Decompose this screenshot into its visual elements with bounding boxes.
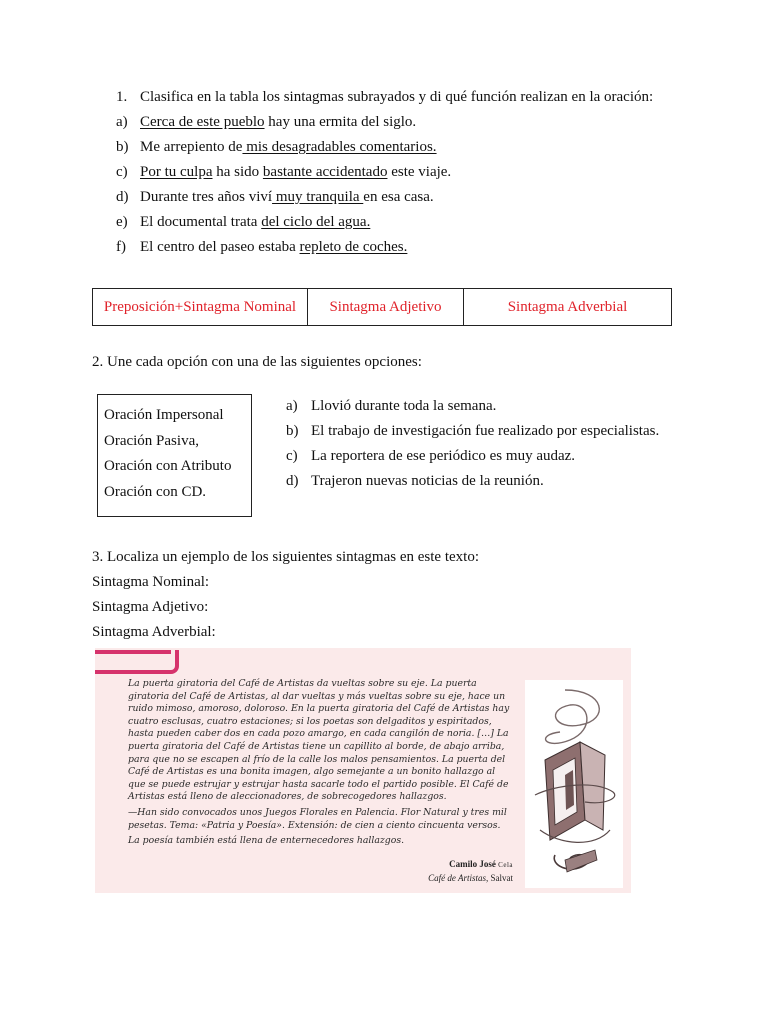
underlined-phrase: bastante accidentado bbox=[262, 164, 388, 180]
sentence-fragment: en esa casa. bbox=[363, 189, 434, 205]
sentence-fragment: Me arrepiento de bbox=[140, 139, 243, 155]
item-sentence bbox=[140, 188, 434, 206]
sentence-fragment: El centro del paseo estaba bbox=[140, 239, 300, 255]
revolving-door-illustration bbox=[525, 680, 623, 888]
underlined-phrase: mis desagradables comentarios. bbox=[242, 139, 437, 155]
revolving-door-icon bbox=[525, 680, 623, 888]
sentence-d bbox=[286, 472, 544, 490]
exercise-1-instruction bbox=[116, 88, 654, 106]
sentence-b bbox=[286, 422, 660, 440]
table-header-adverbial: Sintagma Adverbial bbox=[463, 289, 671, 325]
item-marker: c) bbox=[116, 164, 128, 180]
sentence-fragment: Durante tres años viví bbox=[140, 189, 273, 205]
item-marker: b) bbox=[116, 139, 129, 155]
underlined-phrase: Cerca de este pueblo bbox=[140, 114, 265, 130]
prompt-adjetivo: Sintagma Adjetivo: bbox=[92, 599, 209, 615]
author-first: Camilo bbox=[449, 859, 478, 869]
sentence-text: Trajeron nuevas noticias de la reunión. bbox=[311, 473, 544, 489]
passage-paragraph: La poesía también está llena de enternecedores hallazgos. bbox=[128, 835, 405, 847]
sentence-text: Llovió durante toda la semana. bbox=[311, 398, 497, 414]
item-sentence bbox=[140, 163, 451, 181]
item-sentence bbox=[140, 238, 407, 256]
underlined-phrase: muy tranquila bbox=[272, 189, 364, 205]
classification-table bbox=[92, 288, 672, 326]
sentence-marker: a) bbox=[286, 398, 298, 414]
sentence-c bbox=[286, 447, 576, 465]
sentence-fragment: este viaje. bbox=[387, 164, 452, 180]
item-sentence bbox=[140, 138, 437, 156]
option-cd: Oración con CD. bbox=[104, 483, 207, 500]
sentence-fragment: ha sido bbox=[212, 164, 263, 180]
item-marker: a) bbox=[116, 114, 128, 130]
text-excerpt-image bbox=[95, 648, 631, 893]
item-marker: e) bbox=[116, 214, 128, 230]
exercise-3-instruction: 3. Localiza un ejemplo de los siguientes sintagmas en este texto: bbox=[92, 549, 479, 565]
passage-text bbox=[128, 678, 511, 848]
decorative-tab-border bbox=[95, 650, 179, 674]
instruction-text: Clasifica en la tabla los sintagmas subrayados y di qué función realizan en la oración: bbox=[140, 89, 654, 105]
prompt-nominal: Sintagma Nominal: bbox=[92, 574, 210, 590]
sentence-marker: b) bbox=[286, 423, 299, 439]
sentence-types-box bbox=[97, 394, 252, 517]
item-sentence bbox=[140, 113, 416, 131]
passage-paragraph: La puerta giratoria del Café de Artistas da vueltas sobre su eje. La puerta giratoria del Café de Artistas, al dar vueltas y más vueltas sobre su eje, hace un ruido mimoso, amoroso, doloroso. En la puerta giratoria del Café de Artistas hay cuatro esclusas, cuatro estaciones; si los poetas son delgaditos y espiritados, hasta pueden caber dos en cada pozo amargo, en cada cangilón de noria. […] La puerta giratoria del Café de Artistas tiene un capillito al borde, de abajo arriba, para que no se escapen al frío de la calle los malos pensamientos. La puerta del Café de Artistas es una bonita imagen, algo semejante a un bonito hallazgo al que se puede estrujar y estrujar hasta sacarle todo el partido posible. El Café de Artistas está lleno de aleccionadores, de sobrecogedores hallazgos. bbox=[128, 678, 510, 803]
work-title: Café de Artistas, bbox=[428, 873, 489, 883]
sentence-marker: c) bbox=[286, 448, 298, 464]
author-mid: José bbox=[479, 859, 496, 869]
publisher: Salvat bbox=[490, 873, 513, 883]
option-atributo: Oración con Atributo bbox=[104, 458, 232, 474]
item-marker: d) bbox=[116, 189, 129, 205]
option-impersonal: Oración Impersonal bbox=[104, 407, 224, 423]
sentence-fragment: El documental trata bbox=[140, 214, 262, 230]
prompt-adverbial: Sintagma Adverbial: bbox=[92, 624, 216, 640]
underlined-phrase: del ciclo del agua. bbox=[261, 214, 371, 230]
option-pasiva: Oración Pasiva, bbox=[104, 432, 199, 449]
item-marker: f) bbox=[116, 239, 126, 255]
exercise-2-instruction: 2. Une cada opción con una de las siguientes opciones: bbox=[92, 354, 422, 370]
passage-paragraph: —Han sido convocados unos Juegos Florales en Palencia. Flor Natural y tres mil pesetas. Tema: «Patria y Poesía». Extensión: de cien a ciento cincuenta versos. bbox=[128, 806, 507, 831]
sentence-marker: d) bbox=[286, 473, 299, 489]
table-header-adjetivo: Sintagma Adjetivo bbox=[307, 289, 463, 325]
sentence-text: La reportera de ese periódico es muy audaz. bbox=[311, 448, 576, 464]
sentence-fragment: hay una ermita del siglo. bbox=[264, 114, 417, 130]
sentence-text: El trabajo de investigación fue realizado por especialistas. bbox=[311, 423, 660, 439]
author-credit bbox=[425, 858, 513, 885]
sentence-a bbox=[286, 397, 497, 415]
table-header-prep-nominal: Preposición+Sintagma Nominal bbox=[103, 298, 297, 315]
underlined-phrase: Por tu culpa bbox=[140, 164, 213, 180]
item-sentence bbox=[140, 213, 370, 231]
exercise-number: 1. bbox=[116, 89, 128, 105]
underlined-phrase: repleto de coches. bbox=[299, 239, 408, 255]
author-last: Cela bbox=[498, 861, 513, 869]
